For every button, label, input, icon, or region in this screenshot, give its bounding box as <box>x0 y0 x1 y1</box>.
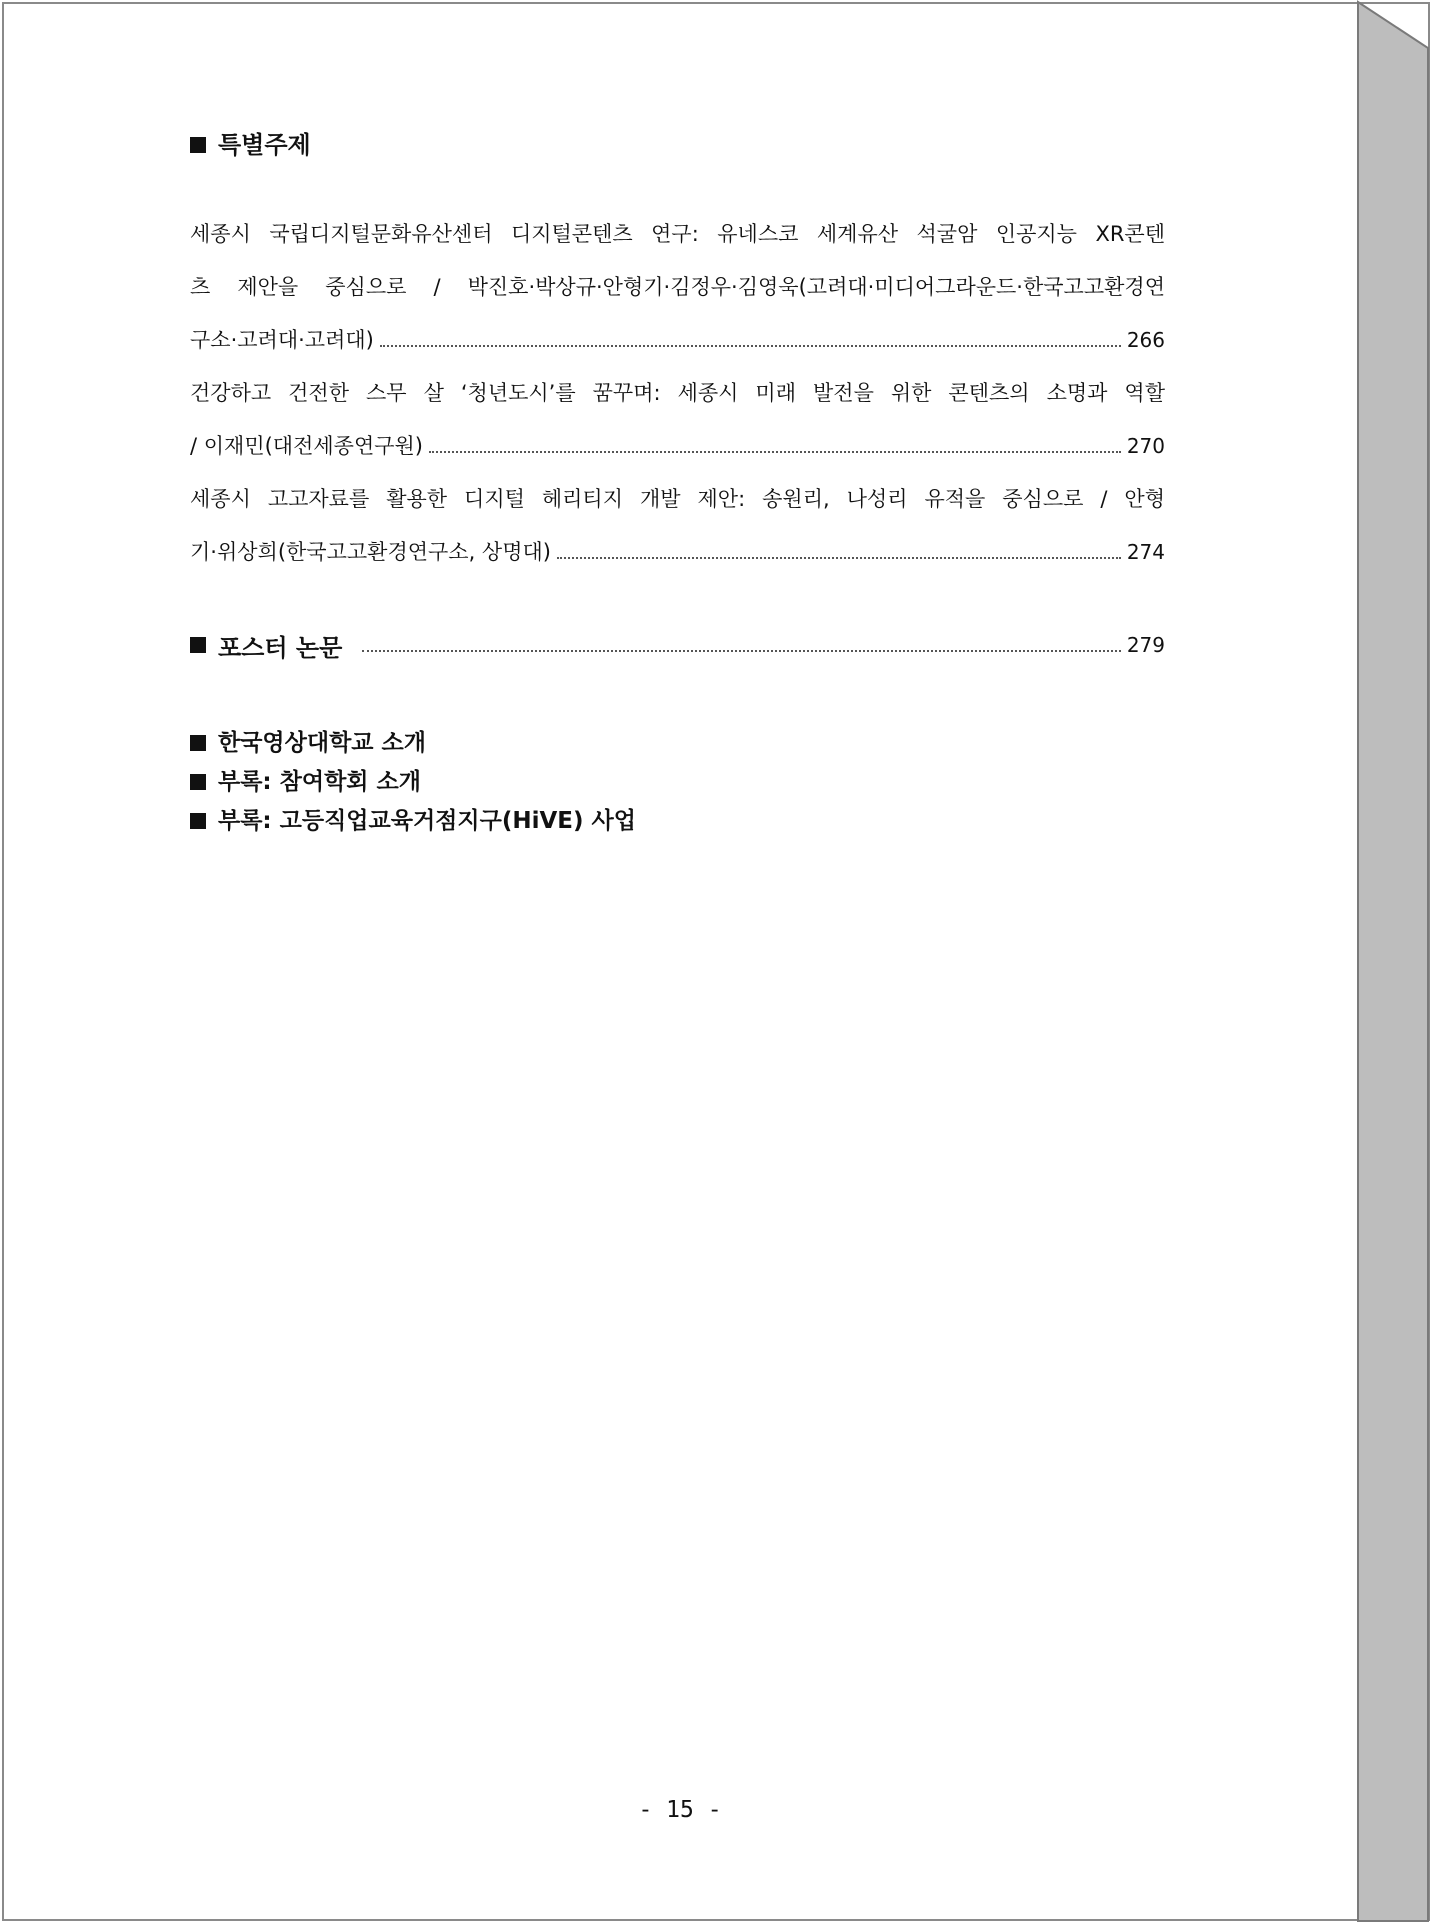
poster-page: 279 <box>1126 633 1165 657</box>
toc-entry-3-line-1: 세종시 고고자료를 활용한 디지털 헤리티지 개발 제안: 송원리, 나성리 유적을 중심으로 / 안형 <box>190 487 1165 511</box>
appendix-item-2[interactable] <box>190 767 421 797</box>
toc-poster-line[interactable] <box>190 628 1165 662</box>
appendix-item-label: 부록: 참여학회 소개 <box>218 769 421 795</box>
toc-entry-2-page: 270 <box>1126 434 1165 458</box>
appendix-item-label: 한국영상대학교 소개 <box>218 730 426 756</box>
dot-leader <box>380 345 1121 347</box>
section-heading-special-topic <box>190 130 311 160</box>
toc-entry-3-line-2: 기·위상희(한국고고환경연구소, 상명대) <box>190 540 551 564</box>
toc-entry-1-page: 266 <box>1126 328 1165 352</box>
square-bullet-icon <box>190 137 206 153</box>
toc-entry-1-line-3: 구소·고려대·고려대) <box>190 328 374 352</box>
toc-entry-3-last-line[interactable] <box>190 535 1165 569</box>
dot-leader <box>557 557 1121 559</box>
square-bullet-icon <box>190 774 206 790</box>
dot-leader <box>362 650 1121 652</box>
appendix-item-3[interactable] <box>190 806 636 836</box>
section-heading-label: 특별주제 <box>218 131 311 159</box>
square-bullet-icon <box>190 813 206 829</box>
page-number-footer: - 15 - <box>638 1797 722 1823</box>
square-bullet-icon <box>190 735 206 751</box>
toc-entry-1-line-1: 세종시 국립디지털문화유산센터 디지털콘텐츠 연구: 유네스코 세계유산 석굴암 인공지능 XR콘텐 <box>190 222 1165 246</box>
toc-entry-2-last-line[interactable] <box>190 429 1165 463</box>
dot-leader <box>429 451 1121 453</box>
toc-entry-2-line-2: / 이재민(대전세종연구원) <box>190 434 423 458</box>
toc-entry-1-last-line[interactable] <box>190 323 1165 357</box>
appendix-item-label: 부록: 고등직업교육거점지구(HiVE) 사업 <box>218 808 636 834</box>
toc-entry-3-page: 274 <box>1126 540 1165 564</box>
toc-entry-1-line-2: 츠 제안을 중심으로 / 박진호·박상규·안형기·김정우·김영욱(고려대·미디어그라운드·한국고고환경연 <box>190 275 1165 299</box>
square-bullet-icon <box>190 637 206 653</box>
poster-heading-label: 포스터 논문 <box>218 633 343 662</box>
section-heading-poster <box>190 628 342 663</box>
appendix-item-1[interactable] <box>190 728 426 758</box>
toc-entry-2-line-1: 건강하고 건전한 스무 살 ‘청년도시’를 꿈꾸며: 세종시 미래 발전을 위한 콘텐츠의 소명과 역할 <box>190 381 1165 405</box>
